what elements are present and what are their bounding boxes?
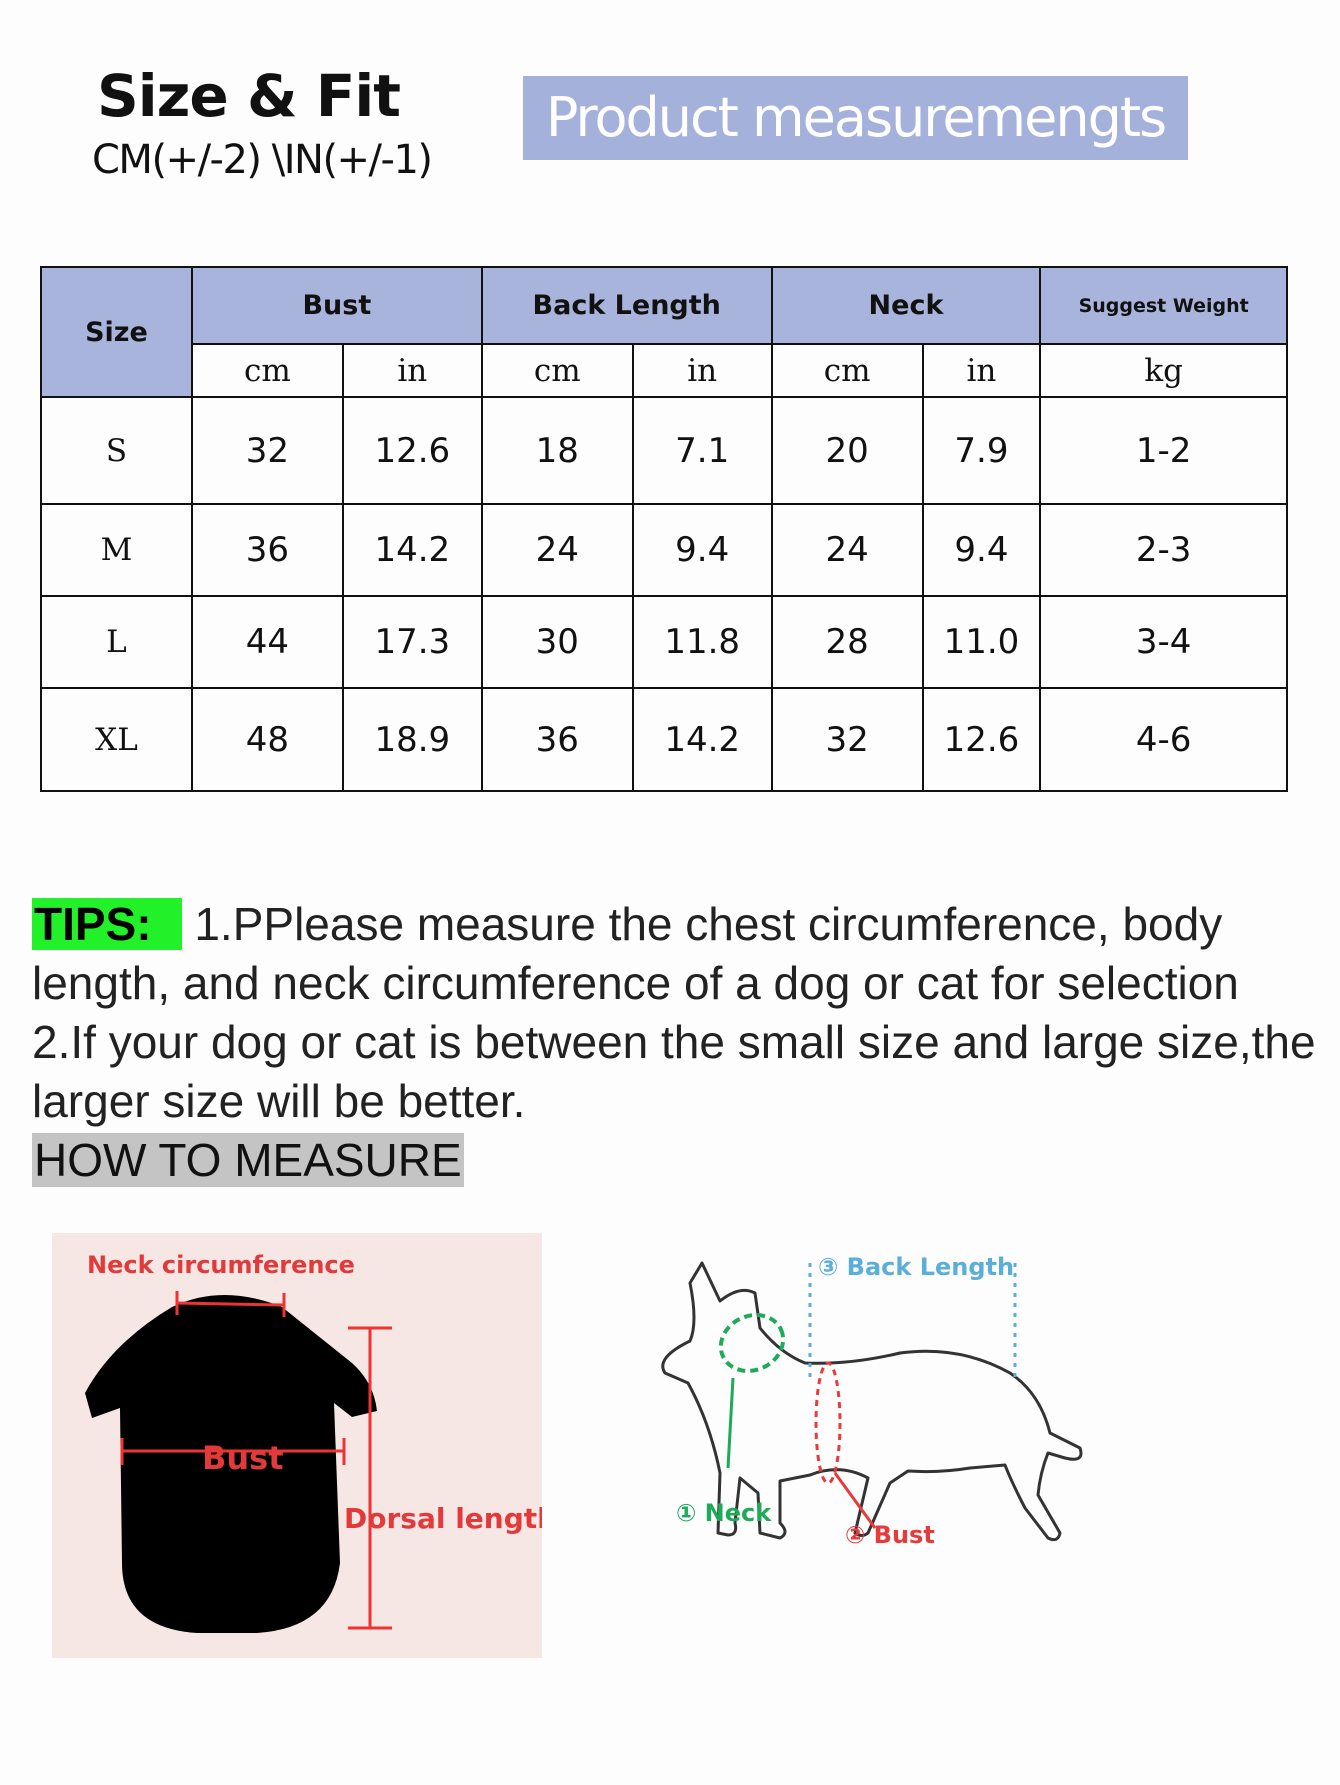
dog-diagram-svg [640, 1233, 1110, 1633]
size-cell: L [41, 596, 192, 688]
bust-pointer-line [835, 1473, 875, 1528]
unit-header: cm [192, 344, 343, 397]
unit-header: in [343, 344, 482, 397]
table-row [41, 397, 1287, 504]
neck-label: ① Neck [676, 1499, 772, 1527]
tip-1: 1.PPlease measure the chest circumference, body length, and neck circumference of a dog or cat for selection [32, 898, 1239, 1009]
dorsal-length-label: Dorsal length [344, 1502, 542, 1535]
bust-header: Bust [192, 267, 482, 344]
back-cm-cell: 24 [482, 504, 633, 596]
bust-in-cell: 14.2 [343, 504, 482, 596]
neck-in-cell: 11.0 [923, 596, 1041, 688]
dog-measure-diagram [640, 1233, 1110, 1633]
unit-header: in [633, 344, 772, 397]
back-length-header: Back Length [482, 267, 772, 344]
back-in-cell: 7.1 [633, 397, 772, 504]
weight-cell: 4-6 [1040, 688, 1287, 791]
bust-label: Bust [202, 1439, 284, 1477]
weight-cell: 1-2 [1040, 397, 1287, 504]
bust-cm-cell: 44 [192, 596, 343, 688]
how-to-measure-heading: HOW TO MEASURE [34, 1134, 462, 1186]
shirt-measure-diagram [52, 1233, 542, 1658]
neck-measure-line [177, 1303, 284, 1305]
neck-circumference-label: Neck circumference [87, 1251, 355, 1279]
weight-cell: 3-4 [1040, 596, 1287, 688]
unit-header: in [923, 344, 1041, 397]
back-cm-cell: 30 [482, 596, 633, 688]
back-cm-cell: 18 [482, 397, 633, 504]
unit-header: cm [482, 344, 633, 397]
tips-label: TIPS: [32, 898, 182, 950]
neck-measure-loop [712, 1305, 793, 1381]
neck-cm-cell: 20 [772, 397, 923, 504]
bust-in-cell: 12.6 [343, 397, 482, 504]
size-cell: XL [41, 688, 192, 791]
bust-measure-loop [816, 1363, 840, 1483]
bust-in-cell: 18.9 [343, 688, 482, 791]
neck-in-cell: 7.9 [923, 397, 1041, 504]
table-row [41, 504, 1287, 596]
neck-header: Neck [772, 267, 1041, 344]
product-measurements-banner: Product measuremengts [523, 76, 1188, 160]
back-in-cell: 14.2 [633, 688, 772, 791]
size-chart-table [40, 266, 1288, 792]
neck-in-cell: 9.4 [923, 504, 1041, 596]
size-column-header: Size [41, 267, 192, 397]
neck-cm-cell: 28 [772, 596, 923, 688]
bust-label: ② Bust [845, 1521, 935, 1549]
unit-header: kg [1040, 344, 1287, 397]
weight-cell: 2-3 [1040, 504, 1287, 596]
bust-cm-cell: 32 [192, 397, 343, 504]
tolerance-note: CM(+/-2) \IN(+/-1) [92, 137, 432, 183]
neck-pointer-line [728, 1378, 733, 1468]
back-cm-cell: 36 [482, 688, 633, 791]
page-title: Size & Fit [97, 62, 400, 130]
back-length-label: ③ Back Length [818, 1253, 1015, 1281]
table-row [41, 596, 1287, 688]
neck-cm-cell: 24 [772, 504, 923, 596]
suggest-weight-header: Suggest Weight [1040, 267, 1287, 344]
bust-cm-cell: 48 [192, 688, 343, 791]
size-cell: S [41, 397, 192, 504]
neck-cm-cell: 32 [772, 688, 923, 791]
unit-header: cm [772, 344, 923, 397]
back-in-cell: 11.8 [633, 596, 772, 688]
tips-section [32, 895, 1327, 1190]
size-cell: M [41, 504, 192, 596]
table-row [41, 688, 1287, 791]
bust-cm-cell: 36 [192, 504, 343, 596]
bust-in-cell: 17.3 [343, 596, 482, 688]
shirt-diagram-svg [52, 1233, 542, 1658]
tip-2: 2.If your dog or cat is between the small size and large size,the larger size will be better. [32, 1016, 1316, 1127]
neck-in-cell: 12.6 [923, 688, 1041, 791]
back-in-cell: 9.4 [633, 504, 772, 596]
